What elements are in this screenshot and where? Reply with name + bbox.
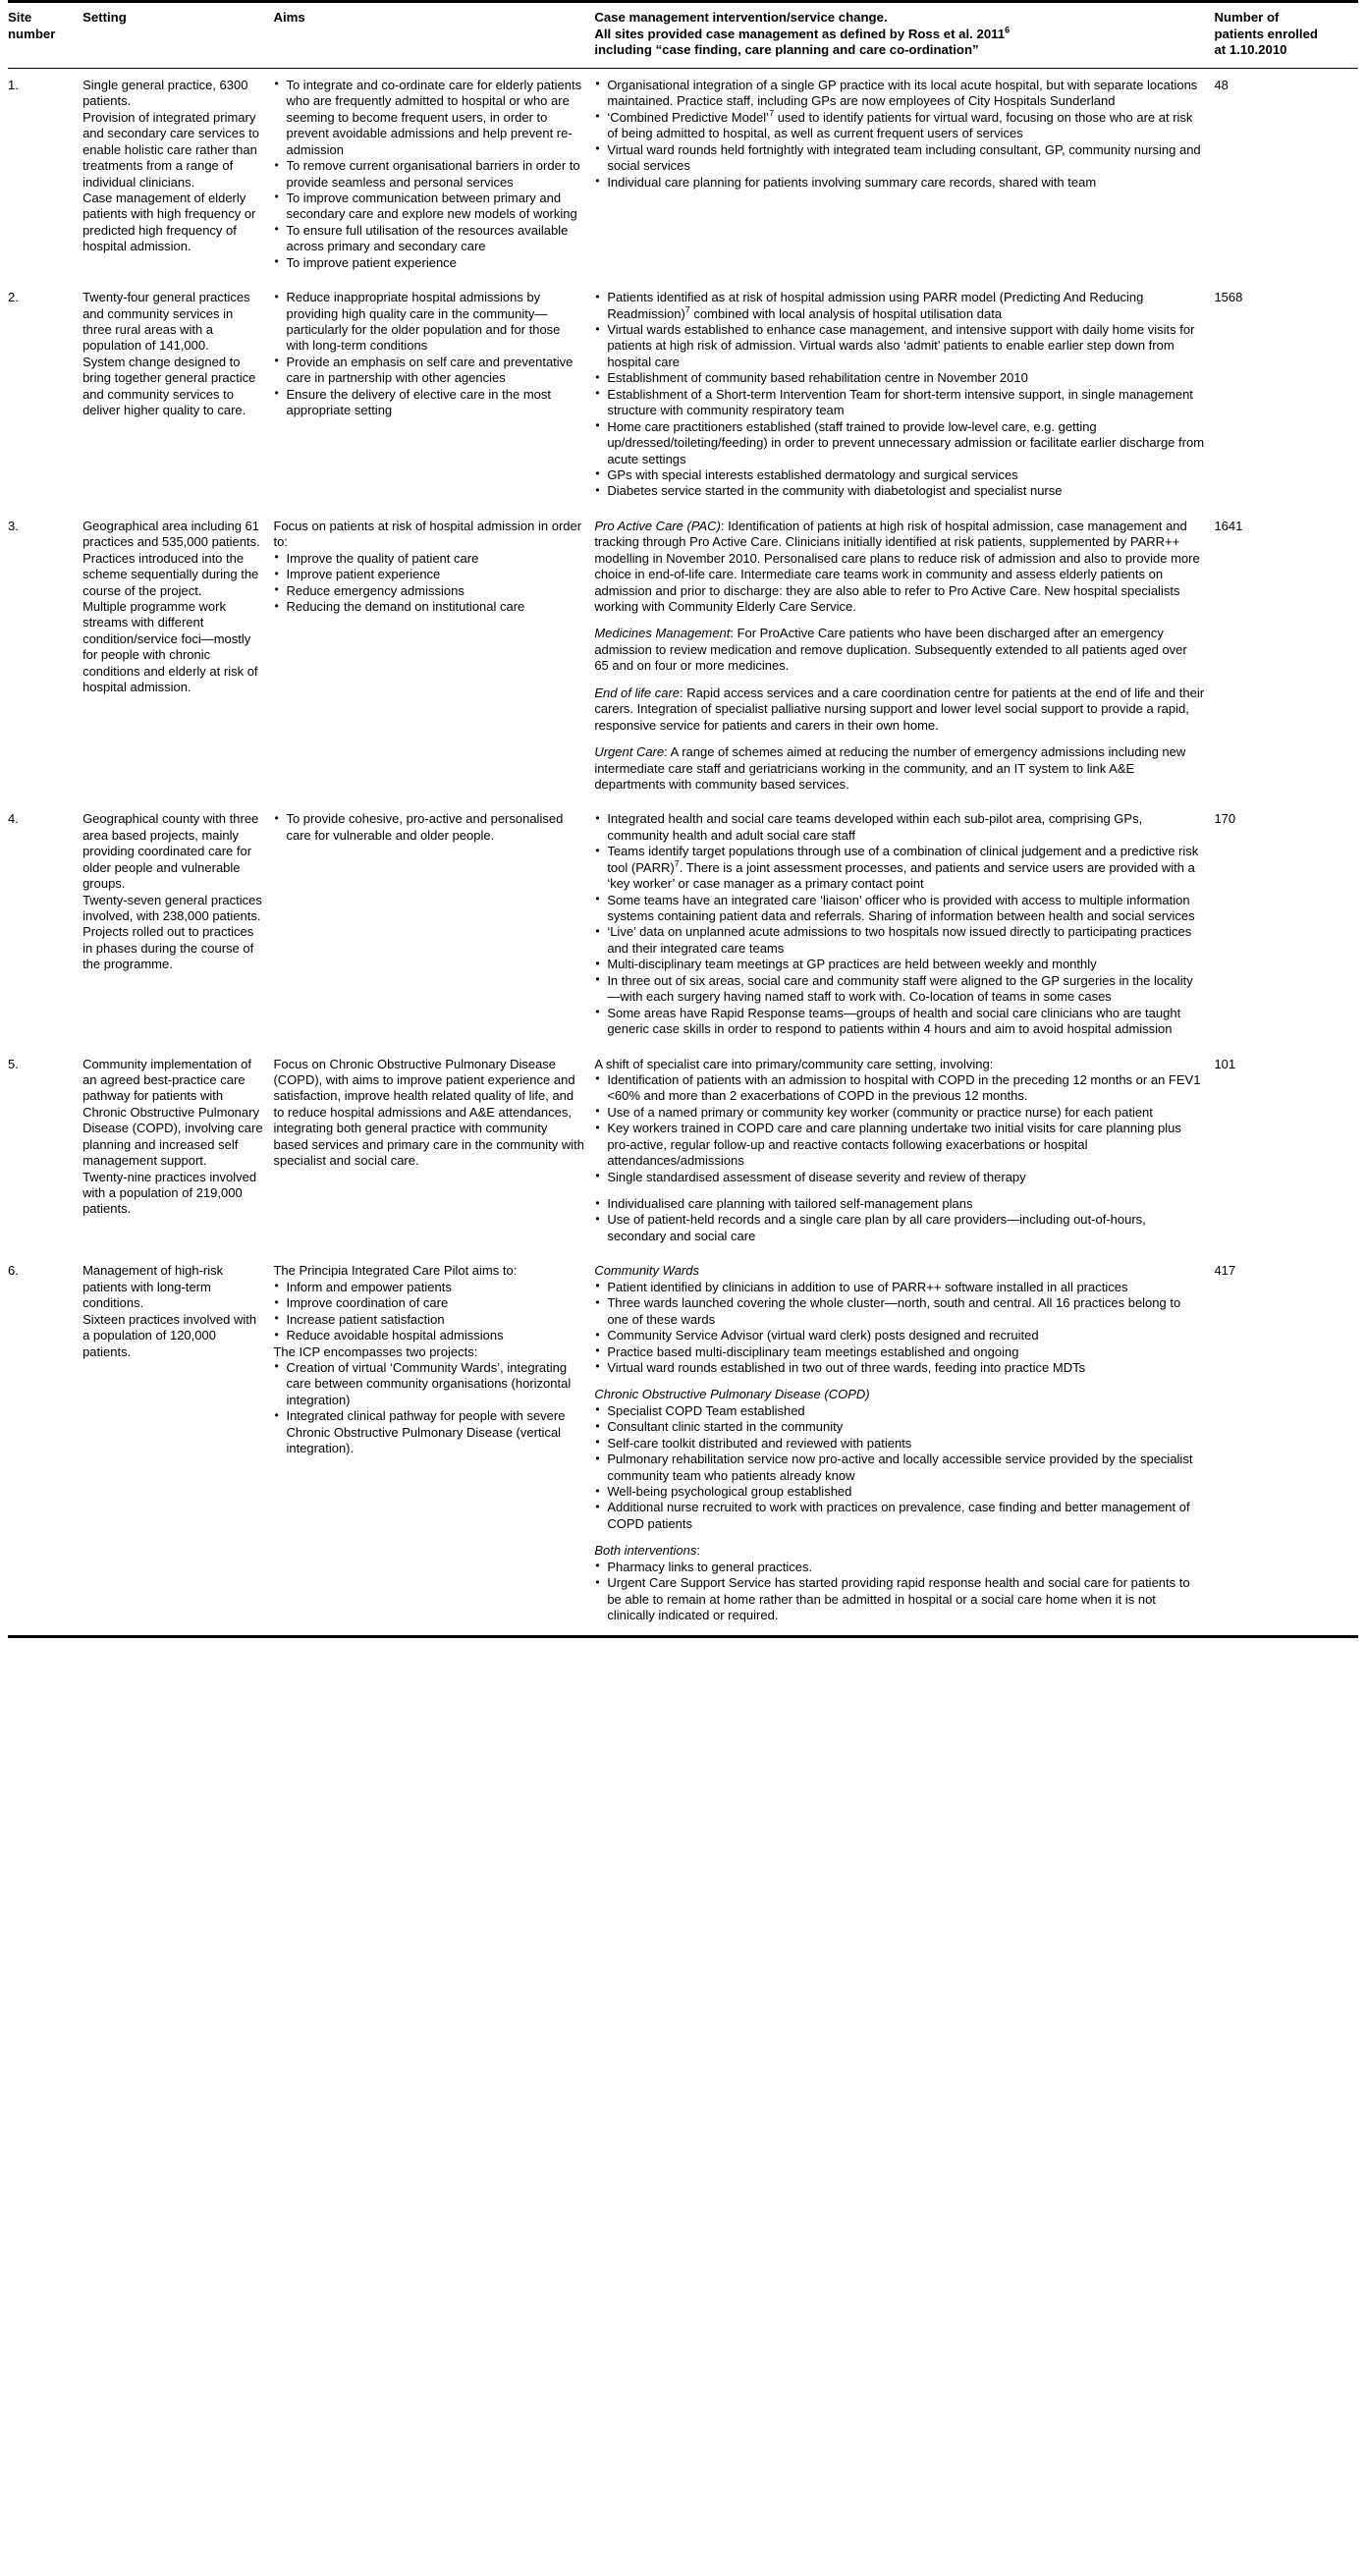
header-case-line3: including “case finding, care planning and care co-ordination” bbox=[594, 42, 979, 58]
header-aims: Aims bbox=[273, 2, 594, 69]
setting-paragraph: Twenty-four general practices and community services in three rural areas with a population of 141,000. bbox=[82, 290, 250, 354]
case-bullet-list bbox=[594, 811, 1204, 1037]
setting-paragraph: Sixteen practices involved with a population of 120,000 patients. bbox=[82, 1311, 257, 1359]
case-bullet: • Home care practitioners established (staff trained to provide low-level care, e.g. getting up/dressed/toileting/feeding) in order to prevent unnecessary admission or facilitate earlier discharge from acute settings bbox=[594, 419, 1204, 467]
cell-site-number bbox=[8, 281, 82, 510]
cell-case-management bbox=[594, 1254, 1214, 1634]
setting-paragraph: Geographical area including 61 practices and 535,000 patients. bbox=[82, 518, 260, 550]
aims-bullet: • Reduce avoidable hospital admissions bbox=[273, 1328, 584, 1343]
header-case-line2: All sites provided case management as defined by Ross et al. 2011 bbox=[594, 26, 1006, 41]
case-block-paragraph: End of life care: Rapid access services and a care coordination centre for patients at the end of life and their carers. Integration of specialist palliative nursing support and lower level social support to provide a rapid, responsive service for patients and carers in their own home. bbox=[594, 685, 1205, 733]
case-bullet: • Individualised care planning with tailored self-management plans bbox=[594, 1196, 1204, 1212]
case-block bbox=[594, 811, 1204, 1037]
case-bullet: • Community Service Advisor (virtual ward clerk) posts designed and recruited bbox=[594, 1328, 1204, 1343]
patients-enrolled-value: 1568 bbox=[1214, 290, 1243, 305]
header-site-number-l2: number bbox=[8, 26, 56, 41]
cell-aims bbox=[273, 1254, 594, 1634]
case-block-paragraph: Medicines Management: For ProActive Care patients who have been discharged after an emergency admission to review medication and remove duplication. Subsequently extended to all patients aged over 65 and on four or more medicines. bbox=[594, 626, 1187, 674]
setting-paragraph: Twenty-nine practices involved with a population of 219,000 patients. bbox=[82, 1169, 257, 1217]
case-block-heading: End of life care bbox=[594, 685, 681, 700]
cell-setting bbox=[82, 281, 273, 510]
case-block bbox=[594, 519, 1204, 616]
case-bullet: • In three out of six areas, social care and community staff were aligned to the GP surgeries in the locality—with each surgery having named staff to work with. Co-location of teams in some cases bbox=[594, 973, 1204, 1006]
patients-enrolled-value: 1641 bbox=[1214, 518, 1243, 533]
case-block-heading: Community Wards bbox=[594, 1263, 699, 1279]
case-bullet: • Pulmonary rehabilitation service now pro-active and locally accessible service provided by the specialist community team who patients already know bbox=[594, 1452, 1204, 1484]
cell-patients-enrolled bbox=[1214, 281, 1358, 510]
cell-aims bbox=[273, 510, 594, 803]
case-bullet-list bbox=[594, 1403, 1204, 1533]
aims-bullet: • Inform and empower patients bbox=[273, 1280, 584, 1295]
case-bullet: • Self-care toolkit distributed and reviewed with patients bbox=[594, 1436, 1204, 1452]
aims-bullet: • Reducing the demand on institutional care bbox=[273, 599, 584, 615]
header-patients-line1: Number of bbox=[1214, 10, 1280, 25]
aims-bullet: • Provide an emphasis on self care and preventative care in partnership with other agencies bbox=[273, 355, 584, 387]
case-bullet: • Patient identified by clinicians in addition to use of PARR++ software installed in all practices bbox=[594, 1280, 1204, 1295]
case-block-heading: Chronic Obstructive Pulmonary Disease (COPD) bbox=[594, 1387, 870, 1402]
patients-enrolled-value: 417 bbox=[1214, 1263, 1236, 1279]
patients-enrolled-value: 101 bbox=[1214, 1056, 1236, 1071]
case-bullet: • ‘Live’ data on unplanned acute admissions to two hospitals now issued directly to participating practices and their integrated care teams bbox=[594, 924, 1204, 957]
case-block-paragraph: Both interventions: bbox=[594, 1543, 701, 1559]
aims-intro: Focus on Chronic Obstructive Pulmonary Disease (COPD), with aims to improve patient experience and satisfaction, improve health related quality of life, and to reduce hospital admissions and A&E attendances, integrating both general practice with community based services and primary care in the community with specialist and social care. bbox=[273, 1056, 584, 1169]
cell-patients-enrolled bbox=[1214, 68, 1358, 281]
table-row bbox=[8, 1254, 1358, 1634]
cell-aims bbox=[273, 68, 594, 281]
aims-bullet-list bbox=[273, 78, 584, 271]
cell-case-management bbox=[594, 510, 1214, 803]
aims-bullet: • To improve patient experience bbox=[273, 255, 584, 271]
case-bullet: • Some teams have an integrated care ‘liaison’ officer who is provided with access to multiple information systems containing patient data and referrals. Sharing of information between health and social services bbox=[594, 893, 1204, 925]
case-bullet: • Use of a named primary or community key worker (community or practice nurse) for each patient bbox=[594, 1105, 1204, 1121]
case-block bbox=[594, 744, 1204, 793]
aims-bullet: • To improve communication between primary and secondary care and explore new models of working bbox=[273, 191, 584, 223]
case-block bbox=[594, 1543, 1204, 1623]
cell-aims bbox=[273, 281, 594, 510]
site-number-value: 2. bbox=[8, 290, 19, 305]
case-block bbox=[594, 685, 1204, 734]
aims-bullet-list bbox=[273, 551, 584, 616]
aims-bullet: • To remove current organisational barriers in order to provide seamless and personal services bbox=[273, 158, 584, 191]
cell-patients-enrolled bbox=[1214, 1048, 1358, 1255]
aims-bullet: • Reduce emergency admissions bbox=[273, 583, 584, 599]
table-row bbox=[8, 68, 1358, 281]
case-block bbox=[594, 78, 1204, 191]
case-bullet: • GPs with special interests established dermatology and surgical services bbox=[594, 467, 1204, 483]
case-block bbox=[594, 290, 1204, 500]
case-block bbox=[594, 1387, 1204, 1532]
site-number-value: 1. bbox=[8, 77, 19, 92]
case-block bbox=[594, 1196, 1204, 1244]
header-patients-enrolled bbox=[1214, 2, 1358, 69]
cell-aims bbox=[273, 1048, 594, 1255]
setting-paragraph: Twenty-seven general practices involved, with 238,000 patients. Projects rolled out to practices in phases during the course of the programme. bbox=[82, 892, 262, 972]
case-block-paragraph bbox=[594, 1263, 1204, 1279]
setting-paragraph: Practices introduced into the scheme sequentially during the course of the project. bbox=[82, 550, 259, 598]
cell-case-management bbox=[594, 802, 1214, 1047]
case-bullet-list bbox=[594, 1560, 1204, 1624]
aims-bullet: • Improve patient experience bbox=[273, 567, 584, 582]
cell-patients-enrolled bbox=[1214, 802, 1358, 1047]
case-block-heading: Urgent Care bbox=[594, 744, 665, 760]
case-block-heading: Pro Active Care (PAC) bbox=[594, 518, 721, 533]
case-bullet: • Use of patient-held records and a single care plan by all care providers—including out-of-hours, secondary and social care bbox=[594, 1212, 1204, 1244]
cell-setting bbox=[82, 1254, 273, 1634]
table-bottom-rule bbox=[8, 1635, 1358, 1638]
case-bullet: • Urgent Care Support Service has started providing rapid response health and social care for patients to be able to remain at home rather than be admitted in hospital or a social care home when it is not clinically indicated or required. bbox=[594, 1575, 1204, 1623]
case-bullet: • Patients identified as at risk of hospital admission using PARR model (Predicting And Reducing Readmission)$^7$ combined with local analysis of hospital utilisation data bbox=[594, 290, 1204, 322]
aims-bullet: • Increase patient satisfaction bbox=[273, 1312, 584, 1328]
case-bullet: • Integrated health and social care teams developed within each sub-pilot area, comprising GPs, community health and adult social care staff bbox=[594, 811, 1204, 844]
case-bullet: • Three wards launched covering the whole cluster—north, south and central. All 16 practices belong to one of these wards bbox=[594, 1295, 1204, 1328]
case-bullet: • Virtual ward rounds established in two out of three wards, feeding into practice MDTs bbox=[594, 1360, 1204, 1376]
table-row bbox=[8, 1048, 1358, 1255]
cell-case-management bbox=[594, 68, 1214, 281]
cell-site-number bbox=[8, 510, 82, 803]
case-block-paragraph: Urgent Care: A range of schemes aimed at reducing the number of emergency admissions including new intermediate care staff and geriatricians working in the community, and an IT system to link A&E departments with community based services. bbox=[594, 744, 1186, 792]
case-bullet: • Some areas have Rapid Response teams—groups of health and social care clinicians who are taught generic case skills in order to respond to patients within 4 hours and aim to avoid hospital admission bbox=[594, 1006, 1204, 1038]
case-bullet: • ‘Combined Predictive Model’$^7$ used to identify patients for virtual ward, focusing on those who are at risk of being admitted to hospital, as well as current frequent users of services bbox=[594, 110, 1204, 142]
case-bullet-list bbox=[594, 1072, 1204, 1185]
case-bullet: • Consultant clinic started in the community bbox=[594, 1419, 1204, 1435]
cell-case-management bbox=[594, 1048, 1214, 1255]
case-bullet: • Multi-disciplinary team meetings at GP practices are held between weekly and monthly bbox=[594, 957, 1204, 972]
case-bullet-list bbox=[594, 78, 1204, 191]
setting-paragraph: Community implementation of an agreed best-practice care pathway for patients with Chronic Obstructive Pulmonary Disease (COPD), involving care planning and increased self management support. bbox=[82, 1056, 263, 1169]
case-bullet: • Specialist COPD Team established bbox=[594, 1403, 1204, 1419]
aims-bullet: • To integrate and co-ordinate care for elderly patients who are frequently admitted to hospital or who are seeming to become frequent users, in order to prevent avoidable admissions and help prevent re-admission bbox=[273, 78, 584, 158]
case-block-heading: Both interventions bbox=[594, 1543, 697, 1559]
cell-site-number bbox=[8, 1254, 82, 1634]
aims-bullet-list bbox=[273, 1360, 584, 1457]
cell-setting bbox=[82, 802, 273, 1047]
table-row bbox=[8, 281, 1358, 510]
header-site-number bbox=[8, 2, 82, 69]
header-site-number-l1: Site bbox=[8, 10, 32, 25]
header-patients-line3: at 1.10.2010 bbox=[1214, 42, 1287, 58]
aims-bullet: • To provide cohesive, pro-active and personalised care for vulnerable and older people. bbox=[273, 811, 584, 844]
header-patients-line2: patients enrolled bbox=[1214, 26, 1318, 41]
case-block-intro: A shift of specialist care into primary/community care setting, involving: bbox=[594, 1056, 994, 1071]
cell-setting bbox=[82, 68, 273, 281]
case-bullet-list bbox=[594, 290, 1204, 500]
case-bullet-list bbox=[594, 1196, 1204, 1244]
cell-patients-enrolled bbox=[1214, 1254, 1358, 1634]
case-bullet: • Establishment of a Short-term Intervention Team for short-term intensive support, in single management structure with community respiratory team bbox=[594, 387, 1204, 419]
case-block bbox=[594, 1057, 1204, 1186]
header-setting: Setting bbox=[82, 2, 273, 69]
case-block bbox=[594, 626, 1204, 674]
case-bullet: • Individual care planning for patients involving summary care records, shared with team bbox=[594, 175, 1204, 191]
aims-bullet: • Creation of virtual ‘Community Wards’, integrating care between community organisations (horizontal integration) bbox=[273, 1360, 584, 1408]
case-block-paragraph bbox=[594, 1387, 1204, 1402]
patients-enrolled-value: 170 bbox=[1214, 811, 1236, 827]
case-bullet: • Practice based multi-disciplinary team meetings established and ongoing bbox=[594, 1344, 1204, 1360]
aims-bullet: • Reduce inappropriate hospital admissions by providing high quality care in the community—particularly for the older population and for those with long-term conditions bbox=[273, 290, 584, 355]
aims-intro: The Principia Integrated Care Pilot aims to: bbox=[273, 1263, 518, 1279]
setting-paragraph: Provision of integrated primary and secondary care services to enable holistic care rather than treatments from a range of individual clinicians. bbox=[82, 109, 259, 190]
case-block-paragraph: Pro Active Care (PAC): Identification of patients at high risk of hospital admission, case management and tracking through Pro Active Care. Clinicians initially identified at risk patients, supplemented by PARR++ modelling in November 2010. Personalised care plans to reduce risk of admission and also to provide more choice in end-of-life care. Intermediate care teams work in community and assess elderly patients on admission and prior to discharge: they are also able to refer to Pro Active Care. New hospital specialists working with Community Elderly Care Service. bbox=[594, 518, 1200, 614]
table-body bbox=[8, 68, 1358, 1634]
cell-patients-enrolled bbox=[1214, 510, 1358, 803]
aims-bullet: • Ensure the delivery of elective care in the most appropriate setting bbox=[273, 387, 584, 419]
header-case-line1: Case management intervention/service change. bbox=[594, 10, 888, 25]
aims-bullet-list bbox=[273, 290, 584, 419]
cell-site-number bbox=[8, 1048, 82, 1255]
aims-intro: Focus on patients at risk of hospital admission in order to: bbox=[273, 518, 582, 550]
case-bullet: • Pharmacy links to general practices. bbox=[594, 1560, 1204, 1575]
setting-paragraph: Case management of elderly patients with high frequency or predicted high frequency of hospital admission. bbox=[82, 190, 256, 254]
case-bullet-list bbox=[594, 1280, 1204, 1377]
case-bullet: • Establishment of community based rehabilitation centre in November 2010 bbox=[594, 370, 1204, 386]
setting-paragraph: System change designed to bring together general practice and community services to deliver higher quality to care. bbox=[82, 354, 256, 418]
setting-paragraph: Geographical county with three area based projects, mainly providing coordinated care for older people and vulnerable groups. bbox=[82, 811, 259, 892]
aims-outro: The ICP encompasses two projects: bbox=[273, 1343, 478, 1359]
aims-bullet-list bbox=[273, 1280, 584, 1344]
case-bullet: • Teams identify target populations through use of a combination of clinical judgement and a predictive risk tool (PARR)$^7$. There is a joint assessment processes, and patients and service users are provided with a ‘key worker’ or case manager as a primary contact point bbox=[594, 844, 1204, 892]
site-number-value: 5. bbox=[8, 1056, 19, 1071]
table-row bbox=[8, 510, 1358, 803]
case-block-heading: Medicines Management bbox=[594, 626, 731, 641]
case-bullet: • Diabetes service started in the community with diabetologist and specialist nurse bbox=[594, 483, 1204, 499]
header-case-ref: 6 bbox=[1005, 25, 1011, 35]
case-bullet: • Key workers trained in COPD care and care planning undertake two initial visits for care planning plus pro-active, regular follow-up and reactive contacts following exacerbations or hospital attendances/admissions bbox=[594, 1121, 1204, 1169]
aims-bullet: • Improve the quality of patient care bbox=[273, 551, 584, 567]
aims-bullet: • Improve coordination of care bbox=[273, 1295, 584, 1311]
study-sites-table bbox=[8, 0, 1358, 1635]
table-row bbox=[8, 802, 1358, 1047]
aims-bullet: • To ensure full utilisation of the resources available across primary and secondary care bbox=[273, 223, 584, 255]
table-header bbox=[8, 2, 1358, 69]
cell-aims bbox=[273, 802, 594, 1047]
case-bullet: • Identification of patients with an admission to hospital with COPD in the preceding 12 months or an FEV1 <60% and more than 2 exacerbations of COPD in the previous 12 months. bbox=[594, 1072, 1204, 1105]
case-bullet: • Additional nurse recruited to work with practices on prevalence, case finding and better management of COPD patients bbox=[594, 1500, 1204, 1532]
cell-site-number bbox=[8, 68, 82, 281]
case-bullet: • Single standardised assessment of disease severity and review of therapy bbox=[594, 1170, 1204, 1185]
header-case-management bbox=[594, 2, 1214, 69]
aims-bullet: • Integrated clinical pathway for people with severe Chronic Obstructive Pulmonary Disease (vertical integration). bbox=[273, 1408, 584, 1456]
aims-bullet-list bbox=[273, 811, 584, 844]
cell-setting bbox=[82, 510, 273, 803]
case-bullet: • Well-being psychological group established bbox=[594, 1484, 1204, 1500]
case-bullet: • Virtual ward rounds held fortnightly with integrated team including consultant, GP, community nursing and social services bbox=[594, 142, 1204, 175]
site-number-value: 3. bbox=[8, 518, 19, 533]
patients-enrolled-value: 48 bbox=[1214, 77, 1229, 92]
cell-site-number bbox=[8, 802, 82, 1047]
site-number-value: 4. bbox=[8, 811, 19, 827]
cell-setting bbox=[82, 1048, 273, 1255]
setting-paragraph: Single general practice, 6300 patients. bbox=[82, 77, 248, 109]
case-bullet: • Organisational integration of a single GP practice with its local acute hospital, but with separate locations maintained. Practice staff, including GPs are now employees of City Hospitals Sunderland bbox=[594, 78, 1204, 110]
setting-paragraph: Management of high-risk patients with long-term conditions. bbox=[82, 1263, 224, 1311]
case-block bbox=[594, 1263, 1204, 1376]
case-bullet: • Virtual wards established to enhance case management, and intensive support with daily home visits for patients at high risk of admission. Virtual wards also ‘admit’ patients to enable earlier step down from hospital care bbox=[594, 322, 1204, 370]
cell-case-management bbox=[594, 281, 1214, 510]
setting-paragraph: Multiple programme work streams with different condition/service foci—mostly for people with chronic conditions and elderly at risk of hospital admission. bbox=[82, 599, 258, 695]
site-number-value: 6. bbox=[8, 1263, 19, 1279]
